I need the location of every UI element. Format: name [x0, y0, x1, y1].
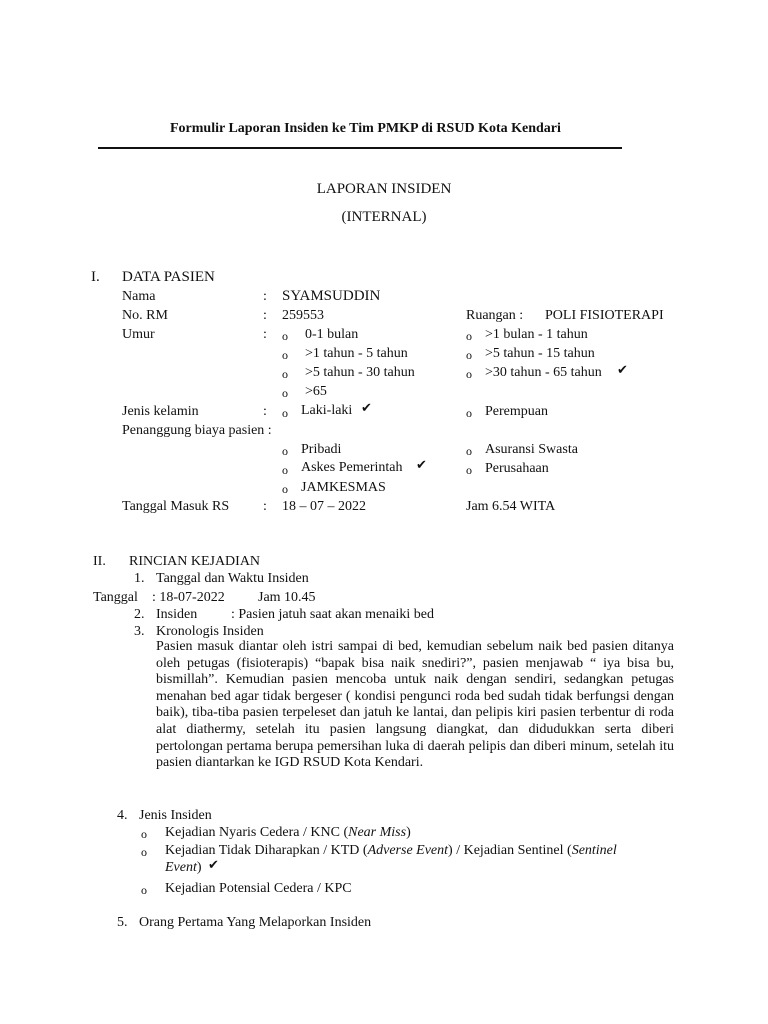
umur-colon: :	[263, 327, 267, 342]
penanggung-perusahaan: Perusahaan	[485, 461, 549, 476]
checkbox-bullet[interactable]: o	[141, 827, 147, 841]
penanggung-jamkesmas: JAMKESMAS	[301, 480, 386, 495]
title-divider	[98, 147, 622, 149]
jenis-kelamin-label: Jenis kelamin	[122, 404, 199, 419]
ruangan-label: Ruangan :	[466, 308, 524, 323]
jenis-option-ktd-cont: Event)	[165, 860, 202, 875]
heading-internal: (INTERNAL)	[341, 209, 427, 225]
no-rm-colon: :	[263, 308, 267, 323]
checkbox-bullet[interactable]: o	[466, 348, 472, 362]
checkbox-bullet[interactable]: o	[282, 482, 288, 496]
checkbox-bullet[interactable]: o	[282, 329, 288, 343]
checkbox-bullet[interactable]: o	[282, 444, 288, 458]
no-rm-value: 259553	[282, 308, 324, 323]
item-3-number: 3.	[134, 624, 145, 639]
document-title: Formulir Laporan Insiden ke Tim PMKP di RSUD Kota Kendari	[170, 121, 561, 136]
penanggung-label: Penanggung biaya pasien :	[122, 423, 272, 438]
penanggung-pribadi: Pribadi	[301, 442, 342, 457]
check-mark-icon: ✔	[617, 363, 628, 378]
checkbox-bullet[interactable]: o	[282, 406, 288, 420]
umur-label: Umur	[122, 327, 155, 342]
item-2-number: 2.	[134, 607, 145, 622]
jenis-option-knc: Kejadian Nyaris Cedera / KNC (Near Miss)	[165, 825, 411, 840]
item-5-label: Orang Pertama Yang Melaporkan Insiden	[139, 915, 372, 930]
tanggal-insiden-label: Tanggal	[93, 590, 138, 605]
item-4-label: Jenis Insiden	[139, 808, 212, 823]
tanggal-masuk-colon: :	[263, 499, 267, 514]
tanggal-masuk-label: Tanggal Masuk RS	[122, 499, 230, 514]
tanggal-insiden-value: : 18-07-2022	[152, 590, 225, 605]
item-1-number: 1.	[134, 571, 145, 586]
penanggung-askes-pemerintah: Askes Pemerintah	[301, 460, 403, 475]
item-5-number: 5.	[117, 915, 128, 930]
section-1-number: I.	[91, 269, 100, 285]
jam-masuk-value: Jam 6.54 WITA	[466, 499, 556, 514]
umur-option-0-1-bulan: 0-1 bulan	[305, 327, 359, 342]
umur-option-5-30-tahun: >5 tahun - 30 tahun	[305, 365, 415, 380]
insiden-value: : Pasien jatuh saat akan menaiki bed	[231, 607, 434, 622]
checkbox-bullet[interactable]: o	[466, 444, 472, 458]
jenis-option-ktd: Kejadian Tidak Diharapkan / KTD (Adverse Event) / Kejadian Sentinel (Sentinel	[165, 843, 617, 858]
checkbox-bullet[interactable]: o	[282, 367, 288, 381]
nama-label: Nama	[122, 289, 156, 304]
checkbox-bullet[interactable]: o	[141, 883, 147, 897]
item-2-label: Insiden	[156, 607, 198, 622]
section-2-title: RINCIAN KEJADIAN	[129, 554, 261, 569]
nama-value: SYAMSUDDIN	[282, 288, 381, 304]
umur-option-1-bulan-1-tahun: >1 bulan - 1 tahun	[485, 327, 588, 342]
umur-option-30-65-tahun: >30 tahun - 65 tahun	[485, 365, 602, 380]
no-rm-label: No. RM	[122, 308, 168, 323]
checkbox-bullet[interactable]: o	[466, 367, 472, 381]
umur-option-1-5-tahun: >1 tahun - 5 tahun	[305, 346, 408, 361]
section-2-number: II.	[93, 554, 106, 569]
jenis-kelamin-colon: :	[263, 404, 267, 419]
checkbox-bullet[interactable]: o	[141, 845, 147, 859]
jenis-option-kpc: Kejadian Potensial Cedera / KPC	[165, 881, 352, 896]
check-mark-icon: ✔	[208, 858, 219, 873]
section-1-title: DATA PASIEN	[122, 269, 215, 285]
jenis-kelamin-laki-laki: Laki-laki	[301, 403, 353, 418]
jam-insiden-value: Jam 10.45	[258, 590, 316, 605]
jenis-kelamin-perempuan: Perempuan	[485, 404, 548, 419]
umur-option-5-15-tahun: >5 tahun - 15 tahun	[485, 346, 595, 361]
heading-laporan-insiden: LAPORAN INSIDEN	[316, 181, 452, 197]
umur-option-65: >65	[305, 384, 327, 399]
kronologis-paragraph: Pasien masuk diantar oleh istri sampai di bed, kemudian sebelum naik bed pasien ditanya oleh petugas (fisioterapis) “bapak bisa naik snediri?”, pasien menjawab “ iya bisa bu, bismillah”. Kemudian pasien mencoba untuk naik dengan sendiri, sedangkan petugas menahan bed agar tidak bergeser ( kondisi pengunci roda bed sudah tidak berfungsi dengan baik), tiba-tiba pasien terpeleset dan jatuh ke lantai, dan pelipis kiri pasien terbentur di roda alat diathermy, setelah itu pasien langsung diangkat, dan didudukkan serta diberi pertolongan pertama berupa pemersihan luka di daerah pelipis dan diberi minum, setelah itu pasien diantarkan ke IGD RSUD Kota Kendari.	[156, 639, 674, 771]
penanggung-asuransi-swasta: Asuransi Swasta	[485, 442, 578, 457]
nama-colon: :	[263, 289, 267, 304]
checkbox-bullet[interactable]: o	[282, 348, 288, 362]
checkbox-bullet[interactable]: o	[282, 386, 288, 400]
check-mark-icon: ✔	[361, 401, 372, 416]
item-3-label: Kronologis Insiden	[156, 624, 264, 639]
checkbox-bullet[interactable]: o	[282, 463, 288, 477]
item-1-label: Tanggal dan Waktu Insiden	[156, 571, 309, 586]
checkbox-bullet[interactable]: o	[466, 463, 472, 477]
check-mark-icon: ✔	[416, 458, 427, 473]
ruangan-value: POLI FISIOTERAPI	[545, 308, 664, 323]
checkbox-bullet[interactable]: o	[466, 329, 472, 343]
item-4-number: 4.	[117, 808, 128, 823]
checkbox-bullet[interactable]: o	[466, 406, 472, 420]
tanggal-masuk-value: 18 – 07 – 2022	[282, 499, 366, 514]
